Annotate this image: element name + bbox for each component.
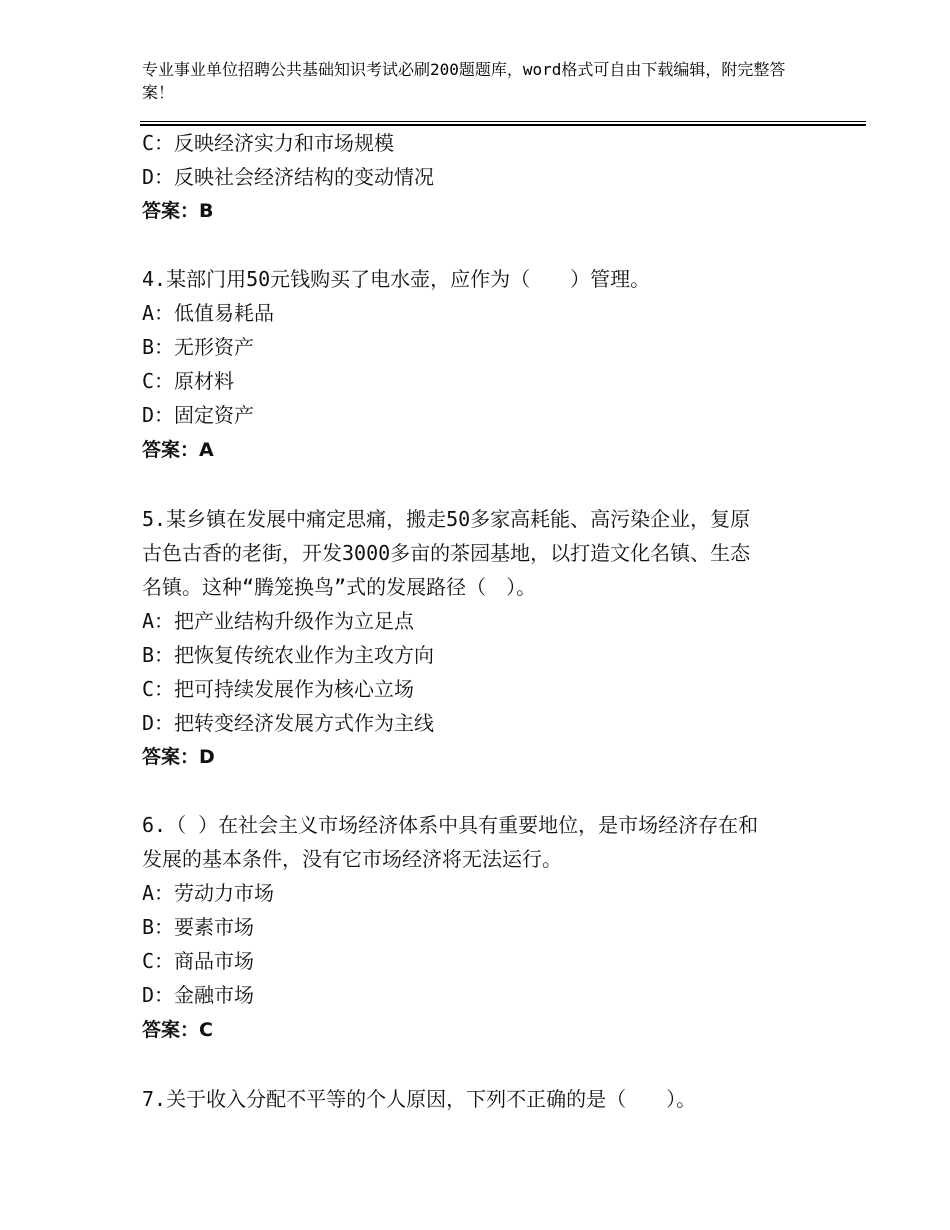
q5-option-b: B：把恢复传统农业作为主攻方向 [142, 643, 435, 667]
q5-option-c: C：把可持续发展作为核心立场 [142, 677, 415, 701]
q4-answer: 答案：A [142, 439, 214, 461]
header-rule-thin [140, 121, 866, 122]
q4-option-b: B：无形资产 [142, 335, 255, 359]
q6-option-d: D：金融市场 [142, 983, 255, 1007]
q6-answer: 答案：C [142, 1019, 213, 1041]
q6-stem-line-2: 发展的基本条件，没有它市场经济将无法运行。 [142, 847, 562, 871]
q5-option-d: D：把转变经济发展方式作为主线 [142, 711, 435, 735]
q5-stem-line-1: 5.某乡镇在发展中痛定思痛，搬走50多家高耗能、高污染企业，复原 [142, 507, 751, 531]
q5-option-a: A：把产业结构升级作为立足点 [142, 609, 415, 633]
q6-option-b: B：要素市场 [142, 915, 255, 939]
q4-stem: 4.某部门用50元钱购买了电水壶，应作为（ ）管理。 [142, 267, 651, 291]
q3-option-c: C：反映经济实力和市场规模 [142, 131, 395, 155]
q4-option-d: D：固定资产 [142, 403, 255, 427]
q5-stem-line-2: 古色古香的老街，开发3000多亩的茶园基地，以打造文化名镇、生态 [142, 541, 751, 565]
page-header: 专业事业单位招聘公共基础知识考试必刷200题题库，word格式可自由下载编辑，附完整答案！ [142, 60, 786, 102]
q3-option-d: D：反映社会经济结构的变动情况 [142, 165, 435, 189]
q3-answer: 答案：B [142, 200, 214, 222]
q6-option-a: A：劳动力市场 [142, 881, 275, 905]
q4-option-a: A：低值易耗品 [142, 301, 275, 325]
q5-answer: 答案：D [142, 746, 215, 768]
q5-stem-line-3: 名镇。这种“腾笼换鸟”式的发展路径（ ）。 [142, 575, 537, 599]
q6-stem-line-1: 6.（ ）在社会主义市场经济体系中具有重要地位，是市场经济存在和 [142, 813, 759, 837]
q7-stem: 7.关于收入分配不平等的个人原因，下列不正确的是（ ）。 [142, 1087, 697, 1111]
q4-option-c: C：原材料 [142, 369, 235, 393]
q6-option-c: C：商品市场 [142, 949, 255, 973]
